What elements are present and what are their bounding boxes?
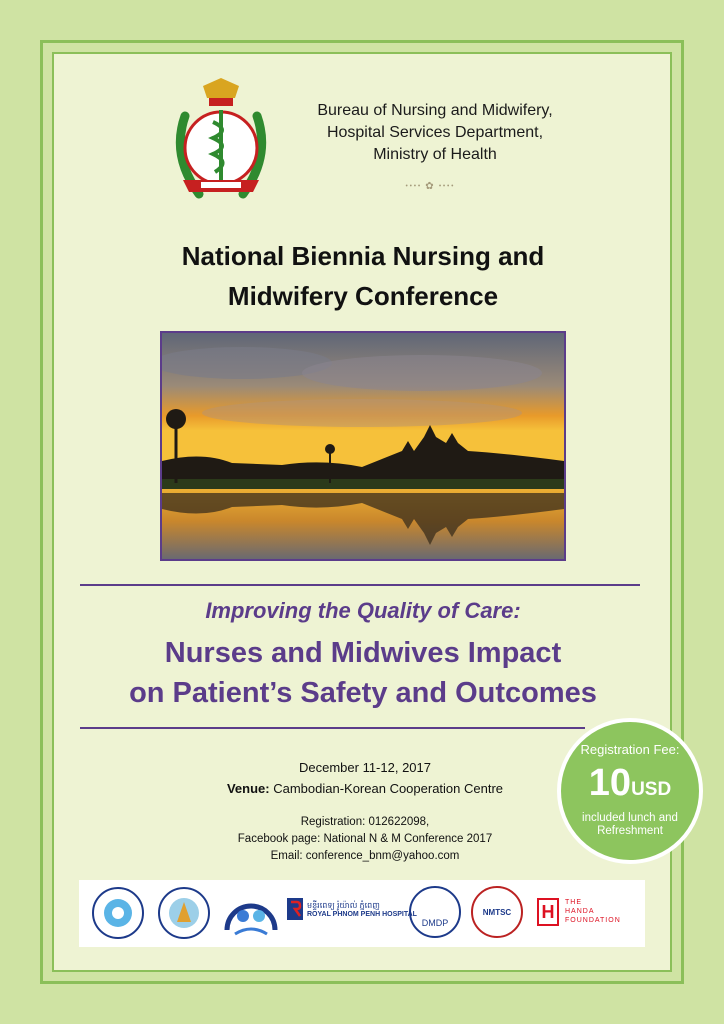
- fee-currency: USD: [631, 779, 672, 800]
- partner-seal-1-logo: [91, 886, 145, 940]
- handa-line-1: THE: [565, 899, 582, 906]
- handa-name: [565, 898, 621, 925]
- title-line-2: Midwifery Conference: [227, 281, 499, 311]
- partner-logos-strip: [79, 880, 645, 947]
- venue-name: Cambodian-Korean Cooperation Centre: [273, 781, 504, 796]
- registration-fee-badge: [557, 718, 703, 864]
- contact-email: Email: conference_bnm@yahoo.com: [270, 850, 460, 862]
- fee-number: 10: [588, 762, 632, 804]
- fee-note: [569, 812, 691, 838]
- handa-h-icon: H: [537, 898, 559, 926]
- dmdp-logo: [409, 886, 461, 938]
- headline-line-1: Nurses and Midwives Impact: [164, 637, 562, 669]
- title-line-1: National Biennia Nursing and: [181, 241, 545, 271]
- rph-english-name: ROYAL PHNOM PENH HOSPITAL: [307, 911, 417, 918]
- facebook-page: Facebook page: National N & M Conference 2017: [237, 833, 493, 845]
- partner-seal-2-logo: [157, 886, 211, 940]
- fee-note-line-2: Refreshment: [597, 825, 663, 837]
- sunrise-landscape-image: [162, 333, 564, 559]
- contact-info: [160, 814, 570, 865]
- nmtsc-logo: [471, 886, 523, 938]
- rph-khmer-name: មន្ទីរពេទ្យ រ៉ូយ៉ាល់ ភ្នំពេញ: [307, 901, 380, 910]
- org-line-2: Hospital Services Department,: [326, 124, 544, 141]
- conference-title: [100, 236, 626, 316]
- theme-subtitle: Improving the Quality of Care:: [205, 598, 521, 623]
- midwives-association-logo: [221, 886, 281, 940]
- angkor-wat-photo: [160, 331, 566, 561]
- fee-label: Registration Fee:: [580, 742, 680, 757]
- handa-foundation-logo: [537, 898, 637, 928]
- org-line-1: Bureau of Nursing and Midwifery,: [317, 102, 553, 119]
- decorative-ornament: ꞏꞏꞏꞏ ✿ ꞏꞏꞏꞏ: [405, 181, 455, 192]
- ministry-emblem-logo: [165, 76, 277, 206]
- organizer-block: [290, 100, 580, 166]
- handa-line-2: HANDA: [565, 908, 595, 915]
- fee-amount: [561, 762, 699, 805]
- theme-headline: [80, 633, 646, 713]
- divider-top: [80, 584, 640, 586]
- rph-mark-icon: [287, 898, 303, 920]
- registration-phone: Registration: 012622098,: [300, 816, 430, 828]
- org-line-3: Ministry of Health: [373, 146, 497, 163]
- fee-note-line-1: included lunch and: [582, 812, 678, 824]
- nmtsc-label: NMTSC: [482, 908, 512, 917]
- event-date: December 11-12, 2017: [298, 760, 431, 775]
- event-venue: [150, 781, 580, 796]
- venue-label: Venue:: [226, 781, 270, 796]
- dmdp-label: DMDP: [421, 918, 449, 928]
- headline-line-2: on Patient’s Safety and Outcomes: [129, 677, 597, 709]
- handa-line-3: FOUNDATION: [565, 917, 621, 924]
- divider-bottom: [80, 727, 585, 729]
